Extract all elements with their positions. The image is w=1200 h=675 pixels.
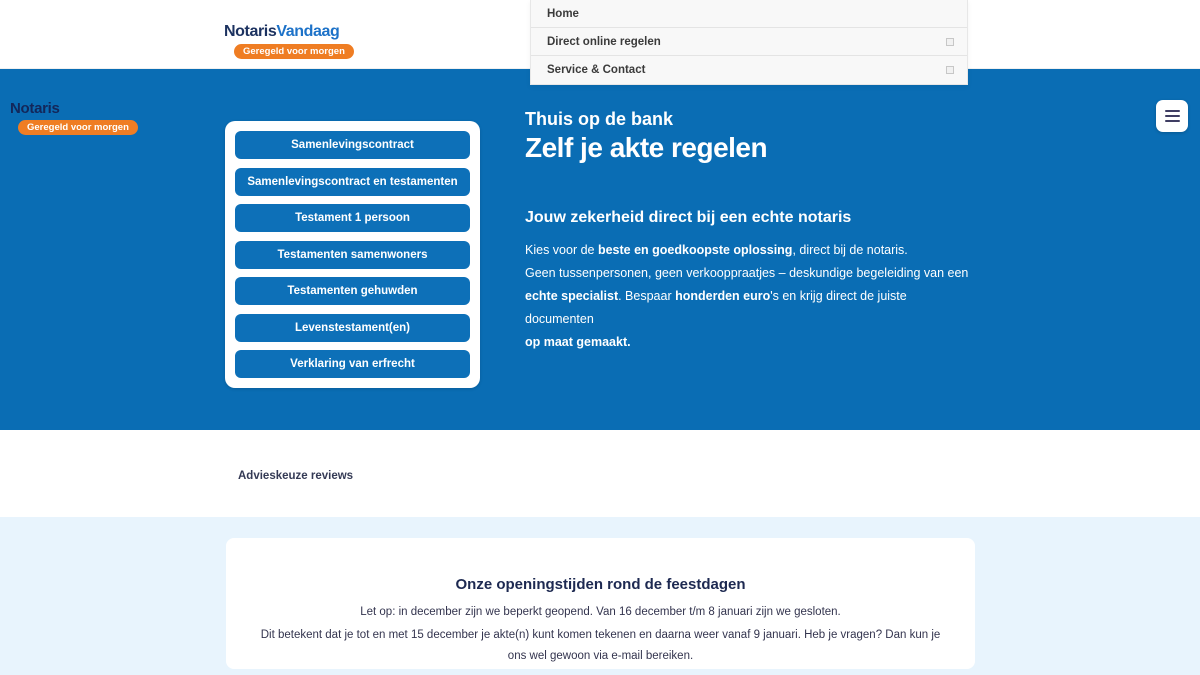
logo-notaris-text: Notaris bbox=[224, 23, 277, 40]
submenu-expand-icon[interactable] bbox=[946, 66, 954, 74]
hero-subtitle: Jouw zekerheid direct bij een echte notaris bbox=[525, 208, 852, 226]
opening-hours-line2: Dit betekent dat je tot en met 15 december je akte(n) kunt komen tekenen en daarna weer vanaf 9 januari. Heb je vragen? Dan kun je ons wel gewoon via e-mail bereiken. bbox=[260, 629, 941, 662]
site-logo[interactable] bbox=[224, 23, 354, 59]
main-menu-dropdown bbox=[530, 0, 968, 85]
logo-tagline-badge: Geregeld voor morgen bbox=[234, 44, 354, 59]
opening-hours-line1: Let op: in december zijn we beperkt geopend. Van 16 december t/m 8 januari zijn we gesloten. bbox=[360, 606, 841, 618]
opening-hours-title: Onze openingstijden rond de feestdagen bbox=[455, 576, 746, 593]
akte-button[interactable]: Samenlevingscontract en testamenten bbox=[235, 168, 470, 196]
reviews-section bbox=[0, 430, 1200, 517]
reviews-label: Advieskeuze reviews bbox=[238, 470, 354, 482]
menu-item-label: Service & Contact bbox=[547, 64, 646, 76]
menu-item-label: Direct online regelen bbox=[547, 35, 661, 48]
hero-logo-tagline-badge: Geregeld voor morgen bbox=[18, 120, 138, 135]
hero-section bbox=[0, 69, 1200, 430]
hamburger-icon bbox=[1165, 110, 1180, 122]
akte-button[interactable]: Samenlevingscontract bbox=[235, 131, 470, 159]
menu-item[interactable] bbox=[531, 0, 967, 28]
menu-item-label: Home bbox=[547, 7, 579, 20]
menu-item[interactable] bbox=[531, 28, 967, 56]
akte-button[interactable]: Testament 1 persoon bbox=[235, 204, 470, 232]
notice-section bbox=[0, 517, 1200, 675]
akte-button[interactable]: Verklaring van erfrecht bbox=[235, 350, 470, 378]
hero-title: Zelf je akte regelen bbox=[525, 131, 768, 163]
logo-vandaag-text: Vandaag bbox=[276, 23, 340, 40]
akte-button[interactable]: Testamenten gehuwden bbox=[235, 277, 470, 305]
akte-button[interactable]: Testamenten samenwoners bbox=[235, 241, 470, 269]
hero-logo-text: Notaris bbox=[10, 100, 60, 117]
hero-logo bbox=[10, 100, 138, 135]
hero-content bbox=[525, 110, 977, 354]
hero-kicker: Thuis op de bank bbox=[525, 109, 674, 129]
akte-buttons-card bbox=[225, 121, 480, 388]
hero-paragraph: Kies voor de beste en goedkoopste oplossing, direct bij de notaris. Geen tussenpersonen, geen verkooppraatjes – deskundige begeleiding van een echte specialist. Bespaar honderden euro's en krijg direct de juiste documenten op maat gemaakt. bbox=[525, 242, 969, 349]
opening-hours-card bbox=[226, 538, 975, 669]
submenu-expand-icon[interactable] bbox=[946, 38, 954, 46]
menu-item[interactable] bbox=[531, 56, 967, 84]
hamburger-menu-button[interactable] bbox=[1156, 100, 1188, 132]
akte-button[interactable]: Levenstestament(en) bbox=[235, 314, 470, 342]
logo-wordmark bbox=[224, 23, 354, 41]
